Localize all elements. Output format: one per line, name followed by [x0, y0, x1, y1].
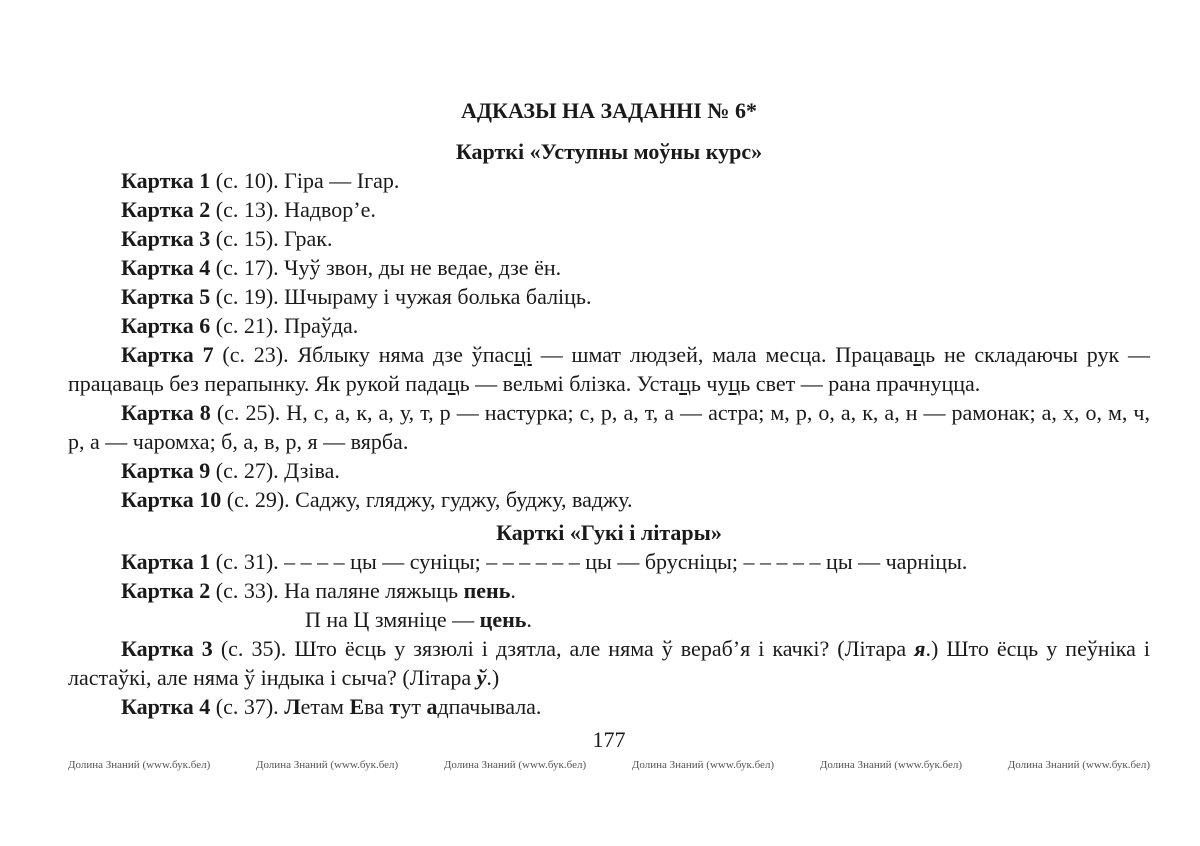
- bold-text: а: [426, 694, 438, 719]
- bold-text: Картка 2: [121, 197, 211, 222]
- bold-text: Картка 3: [121, 226, 211, 251]
- text: (с. 31). – – – – цы — суніцы; – – – – – – цы — брусніцы; – – – – – цы — чарніцы.: [210, 549, 968, 574]
- text: (с. 13). Надвор’е.: [210, 197, 376, 222]
- text: ь чу: [690, 371, 729, 396]
- underlined-text: ц: [913, 342, 926, 367]
- bold-text: Картка 5: [121, 284, 211, 309]
- answer-paragraph: [68, 576, 1150, 605]
- text: (с. 17). Чуў звон, ды не ведае, дзе ён.: [210, 255, 562, 280]
- bold-text: Картка 1: [121, 168, 211, 193]
- answer-paragraph: [68, 547, 1150, 576]
- content: [68, 137, 1150, 721]
- watermark-text: Долина Знаний (www.бук.бел): [68, 759, 211, 771]
- watermark-text: Долина Знаний (www.бук.бел): [443, 759, 587, 771]
- underlined-text: ц: [447, 371, 460, 396]
- text: (с. 35). Што ёсць у зязюлі і дзятла, але няма ў вераб’я і качкі? (Літара: [212, 636, 915, 661]
- underlined-text: ц: [679, 371, 691, 396]
- text: (с. 21). Праўда.: [210, 313, 359, 338]
- watermark-text: Долина Знаний (www.бук.бел): [819, 759, 963, 771]
- text: (с. 10). Гіра — Ігар.: [210, 168, 400, 193]
- answer-paragraph: [68, 311, 1150, 340]
- section-heading: Карткі «Гукі і літары»: [496, 520, 722, 545]
- bold-text: Картка 3: [121, 636, 213, 661]
- text: .: [510, 578, 516, 603]
- answer-paragraph: [68, 605, 1150, 634]
- text: ь — вельмі блізка. Уста: [459, 371, 680, 396]
- bold-text: т: [389, 694, 401, 719]
- answer-paragraph: [68, 166, 1150, 195]
- bold-text: Л: [284, 694, 301, 719]
- bold-text: Картка 2: [121, 578, 211, 603]
- text: П на Ц змяніце —: [305, 607, 480, 632]
- text: — шмат людзей, мала месца. Працава: [531, 342, 914, 367]
- answer-paragraph: [68, 634, 1150, 692]
- section-heading: Карткі «Уступны моўны курс»: [455, 139, 763, 164]
- answer-paragraph: [68, 224, 1150, 253]
- watermark-text: Долина Знаний (www.бук.бел): [631, 759, 775, 771]
- text: (с. 19). Шчыраму і чужая болька баліць.: [210, 284, 592, 309]
- answer-paragraph: [68, 195, 1150, 224]
- bold-text: Картка 4: [121, 694, 211, 719]
- text: (с. 25). Н, с, а, к, а, у, т, р — настурка; с, р, а, т, а — астра; м, р, о, а, к, а, н — рамонак; а, х, о, м, ч, р, а — чаромха; б, а, в, р, я — вярба.: [68, 400, 1150, 454]
- answer-paragraph: [68, 398, 1150, 456]
- text: етам: [300, 694, 350, 719]
- text: .: [526, 607, 532, 632]
- text: (с. 29). Саджу, гляджу, гуджу, буджу, ваджу.: [221, 487, 633, 512]
- text: (с. 23). Яблыку няма дзе ўпас: [213, 342, 514, 367]
- bold-text: пень: [463, 578, 511, 603]
- text: дпачывала.: [437, 694, 542, 719]
- underlined-text: ці: [514, 342, 532, 367]
- bold-text: Картка 7: [121, 342, 214, 367]
- answer-paragraph: [68, 692, 1150, 721]
- watermark-text: Долина Знаний (www.бук.бел): [1007, 759, 1150, 771]
- text: (с. 37).: [210, 694, 285, 719]
- bold-text: Картка 10: [121, 487, 222, 512]
- text: (с. 27). Дзіва.: [210, 458, 340, 483]
- text: ут: [400, 694, 427, 719]
- bold-text: Картка 4: [121, 255, 211, 280]
- answer-paragraph: [68, 485, 1150, 514]
- bold-text: Картка 8: [121, 400, 211, 425]
- page-number: 177: [592, 727, 626, 752]
- page-title: АДКАЗЫ НА ЗАДАННІ № 6*: [461, 98, 757, 123]
- text: .) Што ёсць у пеўніка і ластаўкі, але няма ў індыка і сыча? (Літара: [68, 636, 1150, 690]
- document-page: [68, 0, 1150, 772]
- text: .): [486, 665, 500, 690]
- bold-text: ў: [476, 665, 487, 690]
- watermark-text: Долина Знаний (www.бук.бел): [255, 759, 399, 771]
- underlined-text: ц: [728, 371, 741, 396]
- text: ва: [364, 694, 390, 719]
- answer-paragraph: [68, 253, 1150, 282]
- bold-text: Е: [349, 694, 365, 719]
- text: (с. 33). На паляне ляжыць: [210, 578, 464, 603]
- bold-text: Картка 6: [121, 313, 211, 338]
- bold-text: Картка 9: [121, 458, 211, 483]
- text: (с. 15). Грак.: [210, 226, 333, 251]
- answer-paragraph: [68, 456, 1150, 485]
- watermark-row: [68, 758, 1150, 772]
- text: ь свет — рана прачнуцца.: [740, 371, 981, 396]
- answer-paragraph: [68, 340, 1150, 398]
- bold-text: я: [914, 636, 926, 661]
- bold-text: Картка 1: [121, 549, 211, 574]
- answer-paragraph: [68, 282, 1150, 311]
- text: ь не складаючы рук — працаваць без перапынку. Як рукой пада: [68, 342, 1150, 396]
- bold-text: цень: [479, 607, 527, 632]
